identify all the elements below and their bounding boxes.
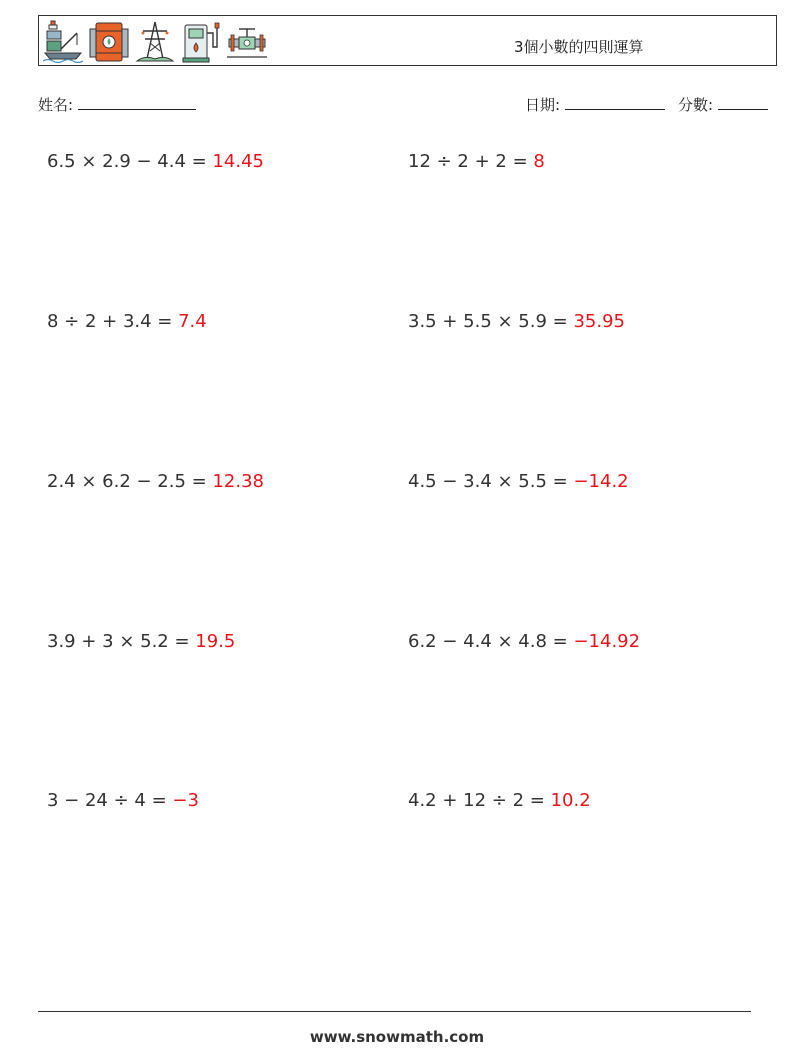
name-blank[interactable] [78, 95, 196, 110]
problem-8 [408, 631, 640, 652]
footer-website[interactable]: www.snowmath.com [309, 1028, 485, 1046]
date-label: 日期: [525, 96, 561, 114]
name-label: 姓名: [38, 96, 74, 114]
problem-expression: 3.9 + 3 × 5.2 = [47, 631, 196, 652]
problem-expression: 2.4 × 6.2 − 2.5 = [47, 471, 213, 492]
problem-answer: 7.4 [178, 311, 207, 332]
problem-answer: 35.95 [573, 311, 625, 332]
score-field [678, 94, 768, 115]
problem-expression: 12 ÷ 2 + 2 = [408, 151, 534, 172]
problem-1 [47, 151, 264, 172]
score-blank[interactable] [718, 95, 768, 110]
pipeline-valve-icon [227, 19, 267, 63]
problem-expression: 3 − 24 ÷ 4 = [47, 790, 173, 811]
header-icons [43, 19, 267, 63]
problem-answer: 19.5 [195, 631, 236, 652]
worksheet-title: 3個小數的四則運算 [514, 38, 644, 56]
date-blank[interactable] [565, 95, 665, 110]
problem-5 [47, 471, 264, 492]
problem-expression: 4.2 + 12 ÷ 2 = [408, 790, 551, 811]
date-field [525, 94, 665, 115]
problem-expression: 6.2 − 4.4 × 4.8 = [408, 631, 574, 652]
problem-expression: 4.5 − 3.4 × 5.5 = [408, 471, 574, 492]
offshore-oil-rig-icon [43, 19, 83, 63]
problem-answer: −3 [172, 790, 199, 811]
fuel-pump-icon [181, 19, 221, 63]
problem-answer: 10.2 [550, 790, 591, 811]
problem-3 [47, 311, 207, 332]
problem-10 [408, 790, 591, 811]
problem-answer: 8 [533, 151, 545, 172]
score-label: 分數: [678, 96, 714, 114]
problem-4 [408, 311, 625, 332]
problem-expression: 6.5 × 2.9 − 4.4 = [47, 151, 213, 172]
problem-answer: −14.2 [573, 471, 629, 492]
name-field [38, 94, 196, 115]
problem-expression: 8 ÷ 2 + 3.4 = [47, 311, 179, 332]
problem-answer: 12.38 [212, 471, 264, 492]
problem-answer: 14.45 [212, 151, 264, 172]
problem-9 [47, 790, 199, 811]
problem-6 [408, 471, 629, 492]
footer-divider [38, 1011, 751, 1012]
problem-2 [408, 151, 545, 172]
problem-answer: −14.92 [573, 631, 641, 652]
power-tower-icon [135, 19, 175, 63]
worksheet-header [38, 15, 777, 66]
problem-7 [47, 631, 235, 652]
problem-expression: 3.5 + 5.5 × 5.9 = [408, 311, 574, 332]
oil-barrel-icon [89, 19, 129, 63]
